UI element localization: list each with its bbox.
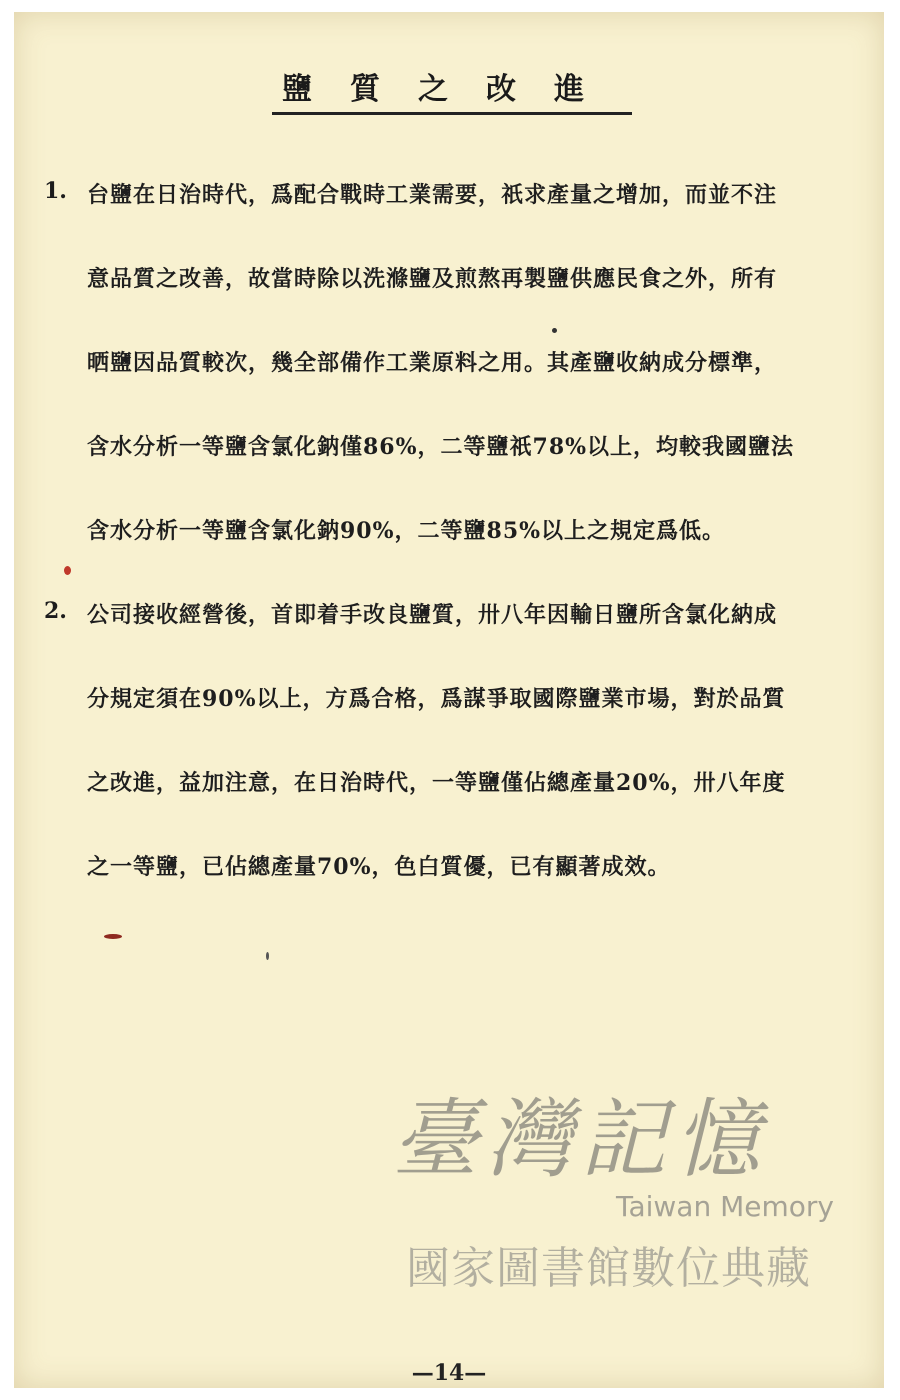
item-number: 1. [44,178,67,204]
page-title: 鹽質之改進 [272,64,632,115]
stain-mark [104,934,122,939]
stain-mark [64,566,71,575]
paragraph-line: 公司接收經營後，首即着手改良鹽質，卅八年因輸日鹽所含氯化納成 [87,602,778,628]
paragraph-line: 含水分析一等鹽含氯化鈉90%，二等鹽85%以上之規定爲低。 [87,518,726,544]
paragraph-line: 之改進，益加注意，在日治時代，一等鹽僅佔總產量20%，卅八年度 [87,770,786,796]
stain-mark [552,328,557,333]
page-number: —14— [411,1360,487,1386]
paragraph-line: 意品質之改善，故當時除以洗滌鹽及煎熬再製鹽供應民食之外，所有 [87,266,778,292]
watermark-english: Taiwan Memory [616,1190,834,1223]
paragraph-line: 晒鹽因品質較次，幾全部備作工業原料之用。其產鹽收納成分標準， [87,350,778,376]
paragraph-line: 含水分析一等鹽含氯化鈉僅86%，二等鹽祇78%以上，均較我國鹽法 [87,434,795,460]
paragraph-line: 之一等鹽，已佔總產量70%，色白質優，已有顯著成效。 [87,854,671,880]
document-page [14,12,884,1388]
item-number: 2. [44,598,67,624]
watermark-chinese: 國家圖書館數位典藏 [406,1243,811,1294]
paragraph-line: 台鹽在日治時代，爲配合戰時工業需要，祇求產量之增加，而並不注 [87,182,778,208]
watermark-calligraphy: 臺灣記憶 [392,1090,768,1190]
stain-mark [266,952,269,960]
paragraph-line: 分規定須在90%以上，方爲合格，爲謀爭取國際鹽業市場，對於品質 [87,686,786,712]
